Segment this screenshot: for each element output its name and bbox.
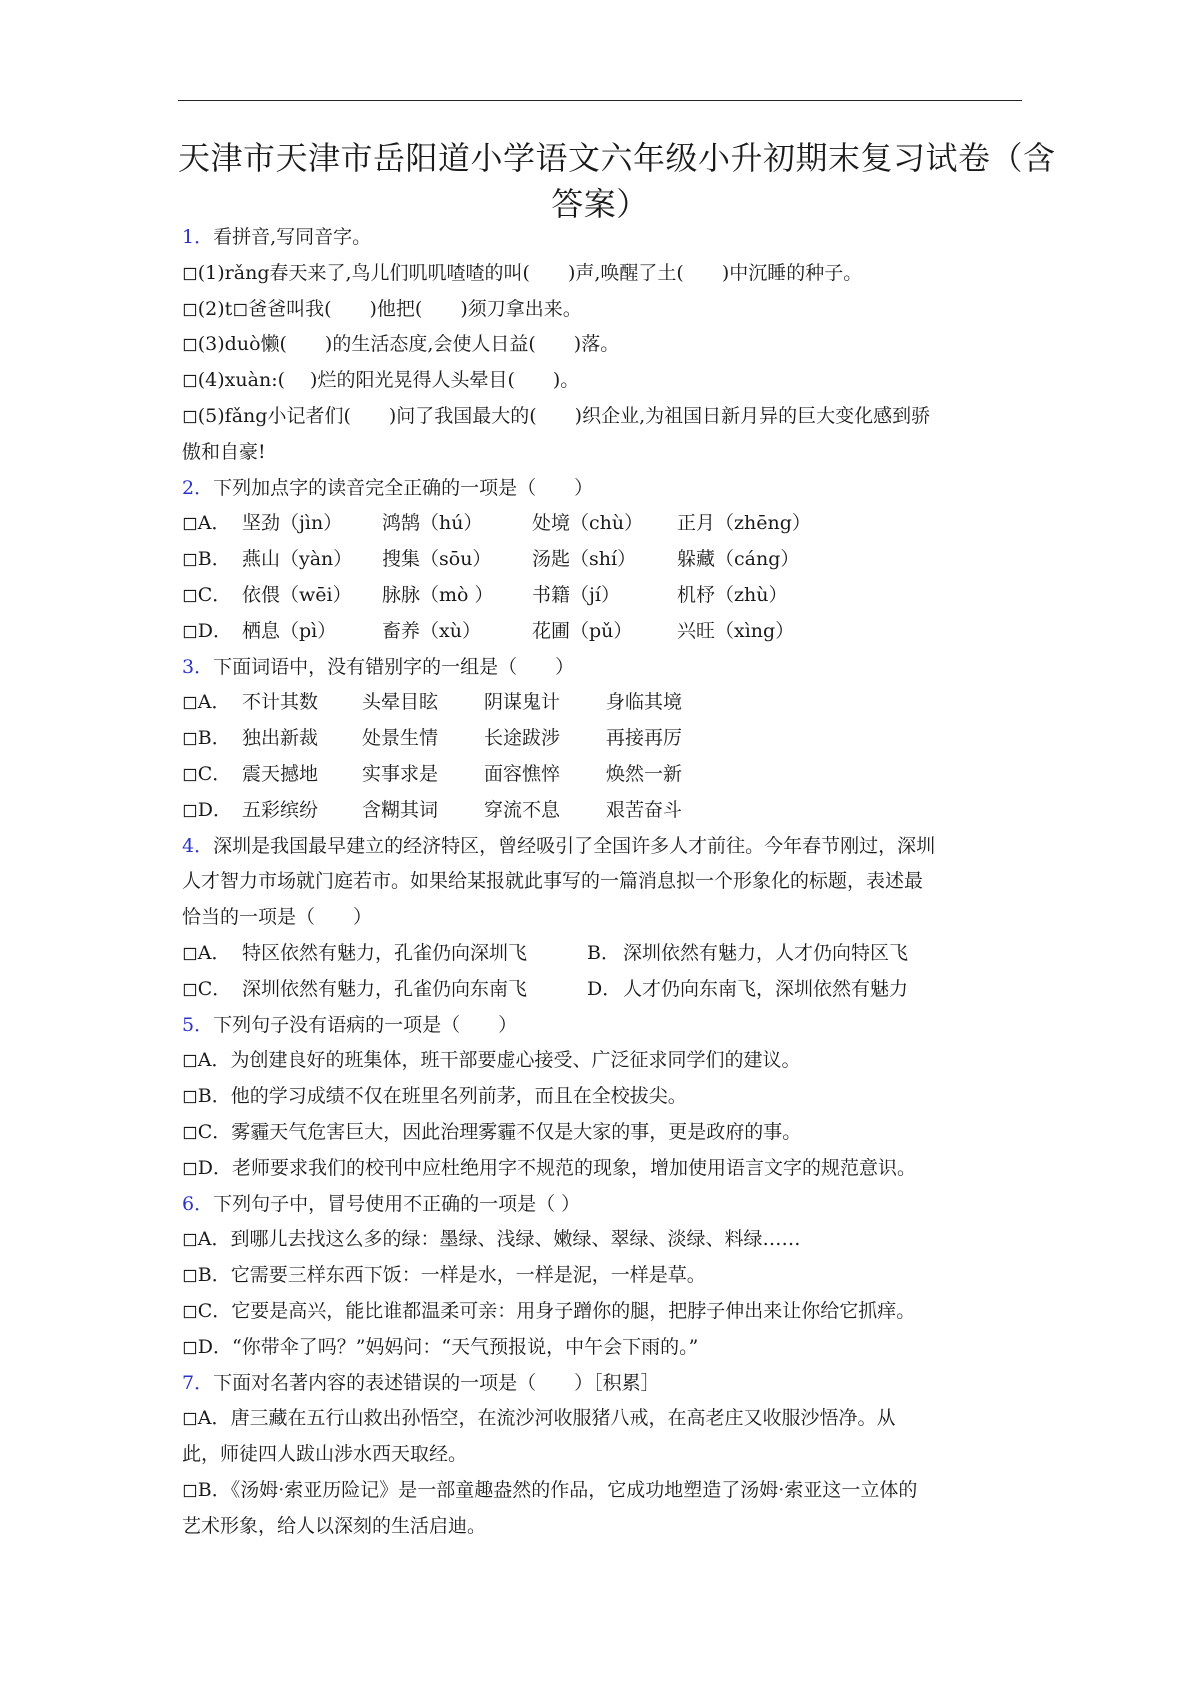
question-number: 2．: [182, 476, 214, 499]
question-3-option: ◻A． 不计其数 头晕目眩 阴谋鬼计 身临其境: [182, 691, 683, 714]
question-2-option: ◻D． 栖息（pì） 畜养（xù） 花圃（pǔ） 兴旺（xìng）: [182, 619, 795, 642]
question-6-option: ◻B．它需要三样东西下饭：一样是水，一样是泥，一样是草。: [182, 1264, 706, 1287]
question-1-line: ◻(3)duò懒( )的生活态度,会使人日益( )落。: [182, 333, 620, 356]
question-number: 1．: [182, 226, 214, 248]
question-2-stem: 2．下列加点字的读音完全正确的一项是（ ）: [182, 476, 594, 499]
question-1-stem: 1．看拼音,写同音字。: [182, 226, 372, 248]
question-1-line: ◻(5)fǎng小记者们( )问了我国最大的( )织企业,为祖国日新月异的巨大变化感到骄: [182, 404, 931, 427]
question-6-option: ◻A．到哪儿去找这么多的绿：墨绿、浅绿、嫩绿、翠绿、淡绿、料绿……: [182, 1228, 801, 1251]
question-number: 3．: [182, 655, 214, 678]
question-number: 5．: [182, 1013, 214, 1036]
question-1-line: ◻(4)xuàn:( )烂的阳光晃得人头晕目( )。: [182, 369, 580, 392]
question-5-option: ◻B．他的学习成绩不仅在班里名列前茅，而且在全校拔尖。: [182, 1085, 687, 1108]
question-2-option: ◻C． 依偎（wēi） 脉脉（mò ） 书籍（jí） 机杼（zhù）: [182, 583, 788, 606]
question-4-stem: 4．深圳是我国最早建立的经济特区，曾经吸引了全国许多人才前往。今年春节刚过，深圳: [182, 834, 936, 857]
question-4-stem-line: 人才智力市场就门庭若市。如果给某报就此事写的一篇消息拟一个形象化的标题，表述最: [182, 870, 924, 893]
question-7-option: ◻A．唐三藏在五行山救出孙悟空，在流沙河收服猪八戒，在高老庄又收服沙悟净。从: [182, 1407, 896, 1430]
header-rule: [178, 100, 1022, 101]
page-title: [178, 135, 1056, 227]
question-5-option: ◻A．为创建良好的班集体，班干部要虚心接受、广泛征求同学们的建议。: [182, 1049, 801, 1072]
question-6-option: ◻C．它要是高兴，能比谁都温柔可亲：用身子蹭你的腿，把脖子伸出来让你给它抓痒。: [182, 1299, 916, 1322]
question-number: 4．: [182, 834, 214, 857]
question-4-option: ◻C． 深圳依然有魅力，孔雀仍向东南飞 D．人才仍向东南飞，深圳依然有魅力: [182, 977, 909, 1000]
question-number: 6．: [182, 1192, 214, 1215]
exam-content: [182, 220, 1022, 1544]
question-2-option: ◻B． 燕山（yàn） 搜集（sōu） 汤匙（shí） 躲藏（cáng）: [182, 548, 800, 571]
question-7-option: ◻B．《汤姆·索亚历险记》是一部童趣盎然的作品，它成功地塑造了汤姆·索亚这一立体的: [182, 1478, 918, 1501]
question-2-option: ◻A． 坚劲（jìn） 鸿鹄（hú） 处境（chù） 正月（zhēng）: [182, 512, 811, 535]
question-1-line: ◻(1)rǎng春天来了,鸟儿们叽叽喳喳的叫( )声,唤醒了土( )中沉睡的种子。: [182, 261, 863, 284]
question-4-stem-line: 恰当的一项是（ ）: [182, 906, 373, 929]
question-1-line: ◻(2)t◻爸爸叫我( )他把( )须刀拿出来。: [182, 297, 582, 320]
question-5-option: ◻D．老师要求我们的校刊中应杜绝用字不规范的现象，增加使用语言文字的规范意识。: [182, 1156, 917, 1179]
question-1-line: 傲和自豪!: [182, 440, 266, 463]
title-line-2: 答案）: [551, 185, 649, 223]
question-6-option: ◻D．“你带伞了吗？”妈妈问：“天气预报说，中午会下雨的。”: [182, 1335, 699, 1358]
question-5-option: ◻C．雾霾天气危害巨大，因此治理雾霾不仅是大家的事，更是政府的事。: [182, 1120, 802, 1143]
question-3-stem: 3．下面词语中，没有错别字的一组是（ ）: [182, 655, 575, 678]
question-6-stem: 6．下列句子中，冒号使用不正确的一项是（ ）: [182, 1192, 581, 1215]
question-5-stem: 5．下列句子没有语病的一项是（ ）: [182, 1013, 518, 1036]
question-3-option: ◻B． 独出新裁 处景生情 长途跋涉 再接再厉: [182, 727, 683, 750]
question-4-option: ◻A． 特区依然有魅力，孔雀仍向深圳飞 B． 深圳依然有魅力，人才仍向特区飞: [182, 941, 909, 964]
question-7-option: 此，师徒四人跋山涉水西天取经。: [182, 1443, 468, 1466]
question-number: 7．: [182, 1371, 214, 1394]
title-line-1: 天津市天津市岳阳道小学语文六年级小升初期末复习试卷（含: [178, 139, 1056, 177]
question-7-stem: 7．下面对名著内容的表述错误的一项是（ ）［积累］: [182, 1371, 660, 1394]
question-7-option: 艺术形象，给人以深刻的生活启迪。: [182, 1514, 487, 1537]
question-3-option: ◻D． 五彩缤纷 含糊其词 穿流不息 艰苦奋斗: [182, 798, 683, 821]
question-3-option: ◻C． 震天撼地 实事求是 面容憔悴 焕然一新: [182, 762, 683, 785]
